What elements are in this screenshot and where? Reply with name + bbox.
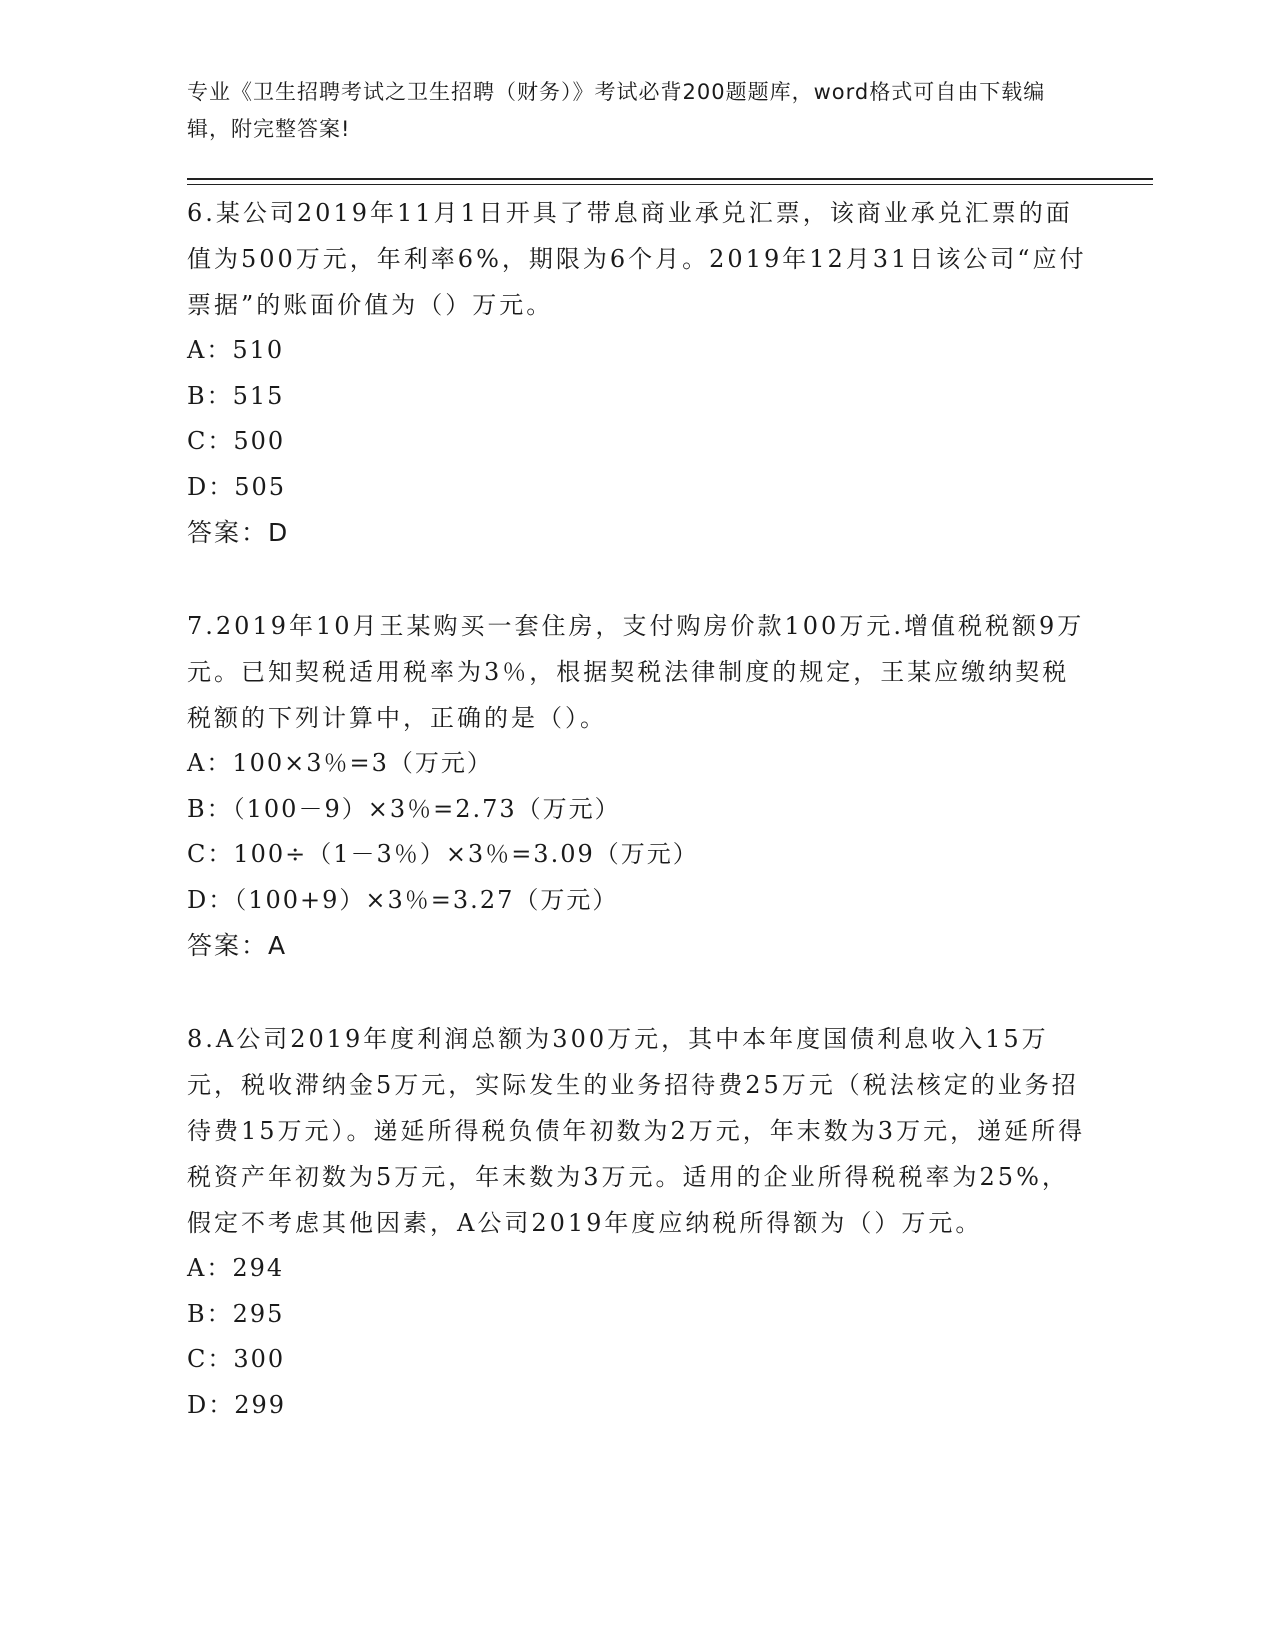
question-text: 6.某公司2019年11月1日开具了带息商业承兑汇票，该商业承兑汇票的面值为500万元，年利率6%，期限为6个月。2019年12月31日该公司“应付票据”的账面价值为（）万元。: [187, 199, 1087, 319]
header-divider-thick: [187, 178, 1153, 180]
header-divider-thin: [187, 184, 1153, 185]
option-b: B：（100－9）×3％=2.73（万元）: [187, 794, 621, 823]
answer: 答案：A: [187, 931, 288, 960]
question-list: [187, 190, 1087, 1475]
document-header: [187, 74, 1067, 148]
question-8: [187, 1016, 1087, 1428]
answer: 答案：D: [187, 518, 290, 547]
option-b: B：295: [187, 1299, 285, 1328]
question-6: [187, 190, 1087, 556]
question-text: 8.A公司2019年度利润总额为300万元，其中本年度国债利息收入15万元，税收滞纳金5万元，实际发生的业务招待费25万元（税法核定的业务招待费15万元）。递延所得税负债年初数为2万元，年末数为3万元，递延所得税资产年初数为5万元，年末数为3万元。适用的企业所得税税率为25%，假定不考虑其他因素，A公司2019年度应纳税所得额为（）万元。: [187, 1025, 1086, 1237]
option-c: C：100÷（1－3％）×3％=3.09（万元）: [187, 840, 699, 868]
option-d: D：（100+9）×3％=3.27（万元）: [187, 885, 619, 914]
option-a: A：294: [187, 1254, 285, 1282]
option-b: B：515: [187, 381, 285, 410]
option-c: C：300: [187, 1345, 286, 1373]
question-text: 7.2019年10月王某购买一套住房，支付购房价款100万元.增值税税额9万元。已知契税适用税率为3％，根据契税法律制度的规定，王某应缴纳契税税额的下列计算中，正确的是（）。: [187, 612, 1085, 732]
option-a: A：510: [187, 336, 285, 364]
option-d: D：299: [187, 1390, 287, 1419]
option-a: A：100×3％=3（万元）: [187, 749, 493, 777]
option-d: D：505: [187, 472, 287, 501]
option-c: C：500: [187, 427, 286, 455]
question-7: [187, 603, 1087, 969]
document-title: 专业《卫生招聘考试之卫生招聘（财务）》考试必背200题题库，word格式可自由下载编辑，附完整答案!: [187, 80, 1046, 141]
